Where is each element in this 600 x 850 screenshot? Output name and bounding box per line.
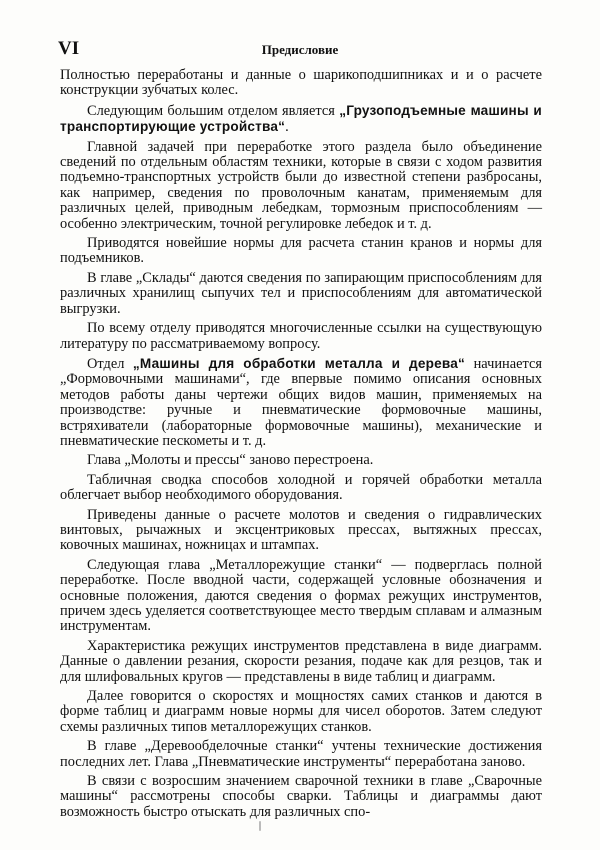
text-run: Приведены данные о расчете молотов и сведения о гидравлических винтовых, рычажных и эксцентриковых прессах, вытяжных прессах, ковочных машинах, ножницах и штампах. [60,506,542,554]
running-title: Предисловие [261,42,339,57]
paragraph [60,453,542,468]
text-run: В главе „Склады“ даются сведения по запирающим приспособлениям для различных хранилищ сыпучих тел и приспособлениям для автоматической выгрузки. [60,269,542,317]
body-text [60,68,542,824]
text-run: Полностью переработаны и данные о шарикоподшипниках и и о расчете конструкции зубчатых колес. [60,67,542,99]
paragraph [60,508,542,554]
paragraph [60,558,542,635]
page-number: VI [58,38,80,59]
paragraph [60,774,542,820]
paragraph [60,236,542,267]
text-run: . [285,119,289,136]
text-run: Приводятся новейшие нормы для расчета станин кранов и нормы для подъемников. [60,235,542,267]
page-header [58,38,542,62]
text-run: В главе „Деревообделочные станки“ учтены технические достижения последних лет. Глава „Пневматические инструменты“ переработана заново. [60,738,542,770]
paragraph [60,356,542,449]
text-run: Главной задачей при переработке этого раздела было объединение сведений по отдельным областям техники, которые в связи с ходом развития подъемно-транспортных устройств были до известной степени разбросаны, как например, сведения по проволочным канатам, применяемым для различных целей, приводным лебедкам, тормозным приспособлениям — особенно электрическим, точной регулировке лебедок и т. д. [60,138,542,232]
bold-section-title: „Машины для обработки металла и дерева“ [132,355,466,371]
text-run: Следующим большим отделом является [87,102,340,119]
text-run: начинается „Формовочными машинами“, где впервые помимо описания основных методов работы даны чертежи общих видов машин, применяемых на производстве: ручные и пневматические формовочные машины, встряхиватели (лабораторные формовочные машины), механические и пневматические пескометы и т. д. [60,355,542,449]
paragraph [60,103,542,136]
text-run: Характеристика режущих инструментов представлена в виде диаграмм. Данные о давлении резания, скорости резания, подаче как для резцов, так и для шлифовальных кругов — представлены в виде таблиц и диаграмм. [60,637,542,685]
paragraph [60,473,542,504]
paragraph [60,639,542,685]
text-run: Глава „Молоты и прессы“ заново перестроена. [87,452,374,469]
text-run: В связи с возросшим значением сварочной техники в главе „Сварочные машины“ рассмотрены способы сварки. Таблицы и диаграммы дают возможность быстро отыскать для различных спо- [60,773,542,820]
text-run: Табличная сводка способов холодной и горячей обработки металла облегчает выбор необходимого оборудования. [60,471,542,504]
paragraph [60,140,542,232]
text-run: По всему отделу приводятся многочисленные ссылки на существующую литературу по рассматриваемому вопросу. [60,320,542,352]
bold-section-title: „Грузоподъемные машины и транспортирующие устройства“ [60,102,542,135]
paragraph [60,739,542,770]
text-run: Отдел [87,355,133,372]
print-speck [259,821,261,831]
paragraph [60,689,542,735]
paragraph [60,68,542,99]
paragraph [60,271,542,317]
paragraph [60,321,542,352]
text-run: Далее говорится о скоростях и мощностях самих станков и даются в форме таблиц и диаграмм новые нормы для чисел оборотов. Затем следуют схемы различных типов металлорежущих станков. [60,688,542,735]
text-run: Следующая глава „Металлорежущие станки“ — подверглась полной переработке. После вводной части, содержащей условные обозначения и основные положения, даются сведения о формах режущих инструментов, причем здесь уделяется соответствующее место твердым сплавам и алмазным инструментам. [60,556,542,635]
